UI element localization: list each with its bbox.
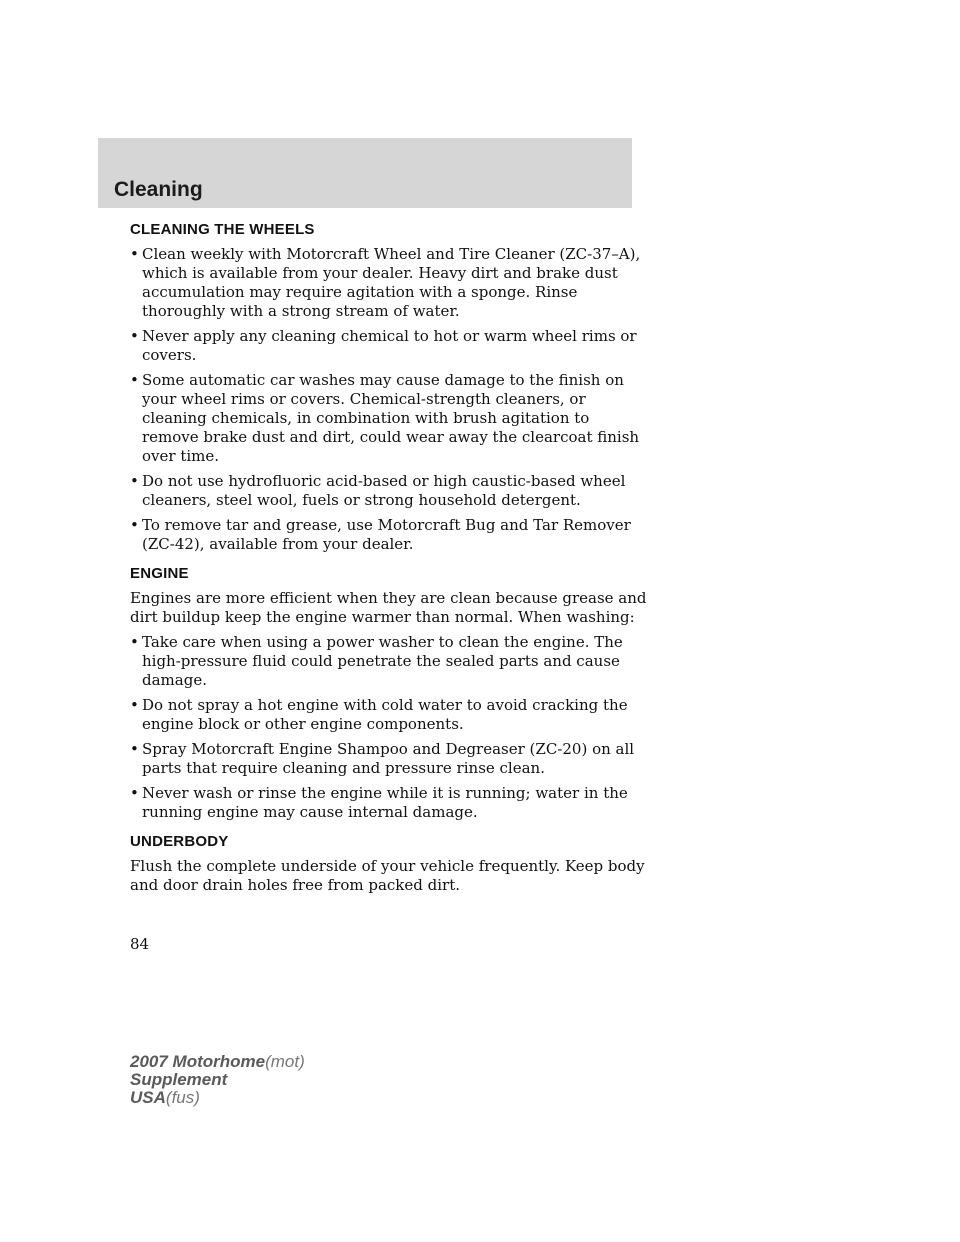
footer-supplement: Supplement	[130, 1070, 228, 1089]
bullet-list	[130, 245, 650, 554]
bullet-icon: •	[130, 371, 139, 389]
list-item-text: Take care when using a power washer to clean the engine. The high-pressure fluid could penetrate the sealed parts and cause damage.	[142, 633, 623, 689]
section-heading: ENGINE	[130, 565, 189, 582]
list-item-text: Never apply any cleaning chemical to hot or warm wheel rims or covers.	[142, 327, 637, 364]
footer-market-code: (fus)	[165, 1088, 200, 1107]
list-item	[130, 516, 650, 554]
section-header-band	[98, 138, 632, 208]
list-item	[130, 472, 650, 510]
section-engine	[130, 564, 650, 822]
footer-market: USA	[130, 1088, 166, 1107]
page-number: 84	[130, 935, 150, 953]
section-underbody	[130, 832, 650, 895]
footer-line-2	[130, 1071, 305, 1089]
bullet-icon: •	[130, 696, 139, 714]
list-item	[130, 327, 650, 365]
bullet-icon: •	[130, 327, 139, 345]
bullet-icon: •	[130, 516, 139, 534]
page-content	[130, 220, 650, 905]
list-item-text: Some automatic car washes may cause damage to the finish on your wheel rims or covers. Chemical-strength cleaners, or cleaning chemicals, in combination with brush agitation to remove brake dust and dirt, could wear away the clearcoat finish over time.	[142, 371, 640, 465]
list-item-text: Spray Motorcraft Engine Shampoo and Degreaser (ZC-20) on all parts that require cleaning and pressure rinse clean.	[142, 740, 635, 777]
list-item	[130, 245, 650, 321]
section-heading: CLEANING THE WHEELS	[130, 221, 315, 238]
list-item-text: Clean weekly with Motorcraft Wheel and Tire Cleaner (ZC-37–A), which is available from your dealer. Heavy dirt and brake dust accumulation may require agitation with a sponge. Rinse thoroughly with a strong stream of water.	[142, 245, 641, 320]
section-paragraph: Flush the complete underside of your vehicle frequently. Keep body and door drain holes free from packed dirt.	[130, 857, 645, 894]
bullet-icon: •	[130, 245, 139, 263]
footer-line-3	[130, 1089, 305, 1107]
bullet-icon: •	[130, 472, 139, 490]
footer-publication: 2007 Motorhome	[130, 1052, 266, 1071]
list-item-text: Do not spray a hot engine with cold water to avoid cracking the engine block or other engine components.	[142, 696, 628, 733]
section-heading: UNDERBODY	[130, 833, 229, 850]
list-item	[130, 633, 650, 690]
bullet-icon: •	[130, 740, 139, 758]
list-item	[130, 740, 650, 778]
section-cleaning-wheels	[130, 220, 650, 554]
list-item-text: Never wash or rinse the engine while it is running; water in the running engine may cause internal damage.	[142, 784, 628, 821]
document-footer	[130, 1053, 305, 1107]
footer-line-1	[130, 1053, 305, 1071]
list-item	[130, 371, 650, 466]
section-title: Cleaning	[114, 178, 203, 201]
footer-publication-code: (mot)	[265, 1052, 305, 1071]
bullet-icon: •	[130, 633, 139, 651]
bullet-icon: •	[130, 784, 139, 802]
list-item	[130, 696, 650, 734]
list-item	[130, 784, 650, 822]
section-paragraph: Engines are more efficient when they are clean because grease and dirt buildup keep the engine warmer than normal. When washing:	[130, 589, 647, 626]
list-item-text: To remove tar and grease, use Motorcraft Bug and Tar Remover (ZC-42), available from your dealer.	[142, 516, 631, 553]
list-item-text: Do not use hydrofluoric acid-based or high caustic-based wheel cleaners, steel wool, fuels or strong household detergent.	[142, 472, 626, 509]
bullet-list	[130, 633, 650, 822]
